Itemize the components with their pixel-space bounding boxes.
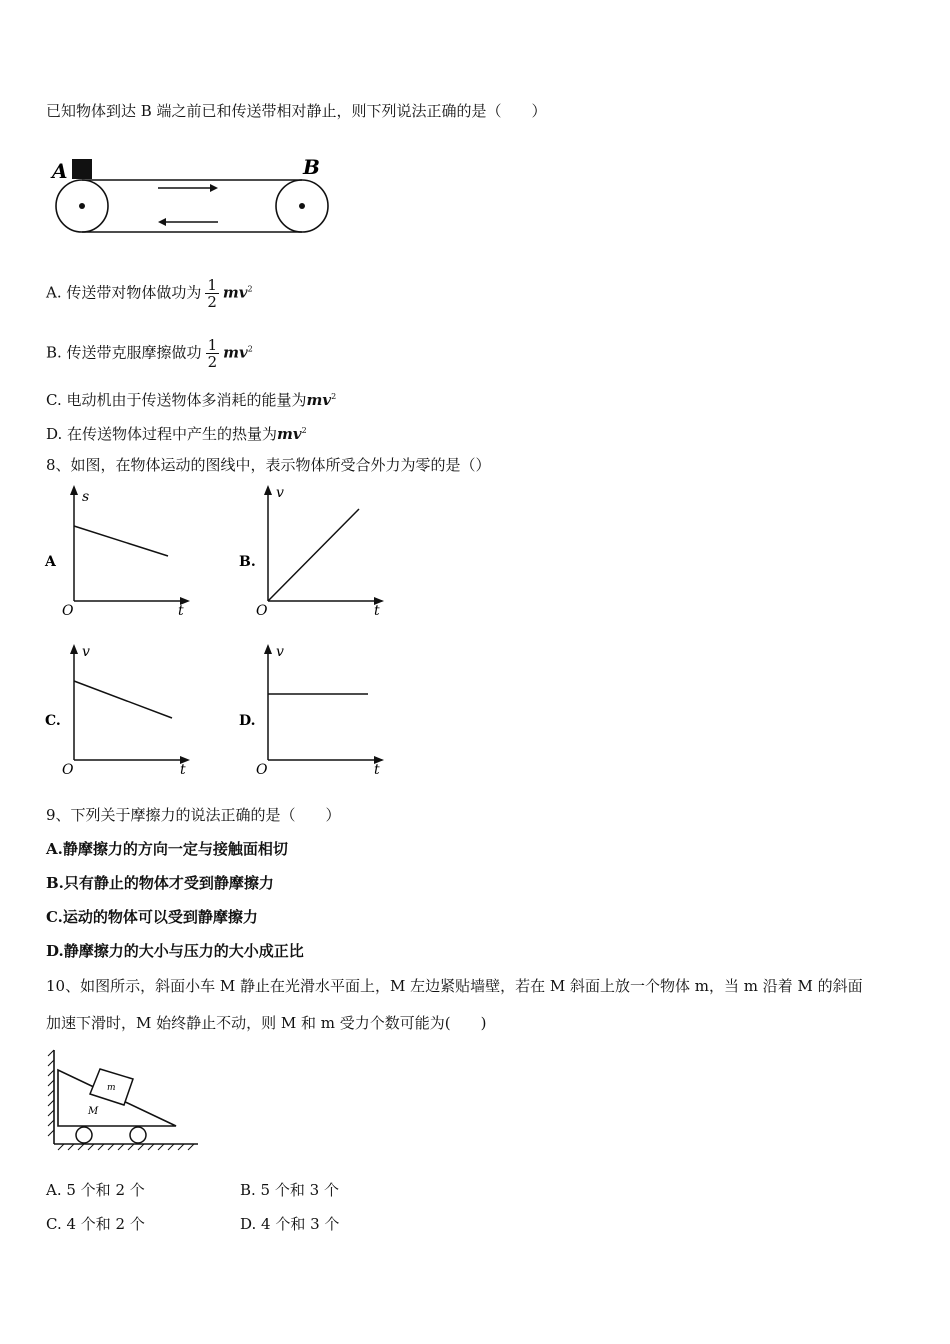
q10-stem-line2: 加速下滑时，M 始终静止不动，则 M 和 m 受力个数可能为( ) xyxy=(46,1014,487,1032)
svg-text:s: s xyxy=(82,489,90,505)
q10-option-c: C. 4 个和 2 个 xyxy=(46,1215,145,1233)
q9-option-c: C.运动的物体可以受到静摩擦力 xyxy=(46,908,258,926)
svg-text:M: M xyxy=(88,1106,99,1117)
graph-c xyxy=(40,644,200,779)
label-a: A xyxy=(52,159,68,183)
svg-text:O: O xyxy=(62,603,74,619)
q10-option-d: D. 4 个和 3 个 xyxy=(240,1215,340,1233)
svg-text:B.: B. xyxy=(239,554,256,570)
svg-text:v: v xyxy=(276,485,284,501)
q7-option-b: B. 传送带克服摩擦做功 $\frac{1}{2}$ $mv^2$ xyxy=(46,336,253,371)
conveyor-belt-figure xyxy=(48,150,338,240)
q7-option-c: C. 电动机由于传送物体多消耗的能量为$mv^2$ xyxy=(46,391,337,409)
graph-b xyxy=(234,485,394,620)
svg-text:O: O xyxy=(256,762,268,778)
q8-stem: 8、如图，在物体运动的图线中，表示物体所受合外力为零的是（） xyxy=(46,456,491,474)
block xyxy=(72,159,92,179)
graph-a xyxy=(40,485,200,620)
svg-text:O: O xyxy=(62,762,74,778)
q9-option-d: D.静摩擦力的大小与压力的大小成正比 xyxy=(46,942,304,960)
graph-c-line xyxy=(74,681,172,718)
graph-b-line xyxy=(268,509,359,601)
svg-text:A: A xyxy=(45,554,56,570)
q10-option-b: B. 5 个和 3 个 xyxy=(240,1181,339,1199)
svg-text:t: t xyxy=(374,603,380,619)
svg-text:t: t xyxy=(374,762,380,778)
q10-option-a: A. 5 个和 2 个 xyxy=(46,1181,145,1199)
graph-a-line xyxy=(74,526,168,556)
q9-option-a: A.静摩擦力的方向一定与接触面相切 xyxy=(46,840,288,858)
q9-option-b: B.只有静止的物体才受到静摩擦力 xyxy=(46,874,274,892)
q7-stem: 已知物体到达 B 端之前已和传送带相对静止，则下列说法正确的是（ ） xyxy=(46,102,547,120)
svg-text:O: O xyxy=(256,603,268,619)
label-b: B xyxy=(303,155,320,179)
incline-cart-figure xyxy=(44,1048,204,1154)
svg-text:t: t xyxy=(178,603,184,619)
q10-stem-line1: 10、如图所示，斜面小车 M 静止在光滑水平面上，M 左边紧贴墙壁，若在 M 斜面上放一个物体 m，当 m 沿着 M 的斜面 xyxy=(46,977,863,995)
graph-d xyxy=(234,644,394,779)
q7-option-d: D. 在传送物体过程中产生的热量为$mv^2$ xyxy=(46,425,307,443)
q9-stem: 9、下列关于摩擦力的说法正确的是（ ） xyxy=(46,806,341,824)
svg-text:m: m xyxy=(107,1083,116,1093)
svg-text:v: v xyxy=(276,644,284,660)
svg-text:D.: D. xyxy=(239,713,256,729)
svg-text:v: v xyxy=(82,644,90,660)
q7-option-a: A. 传送带对物体做功为 $\frac{1}{2}$ $mv^2$ xyxy=(46,276,253,311)
svg-text:C.: C. xyxy=(45,713,61,729)
svg-text:t: t xyxy=(180,762,186,778)
